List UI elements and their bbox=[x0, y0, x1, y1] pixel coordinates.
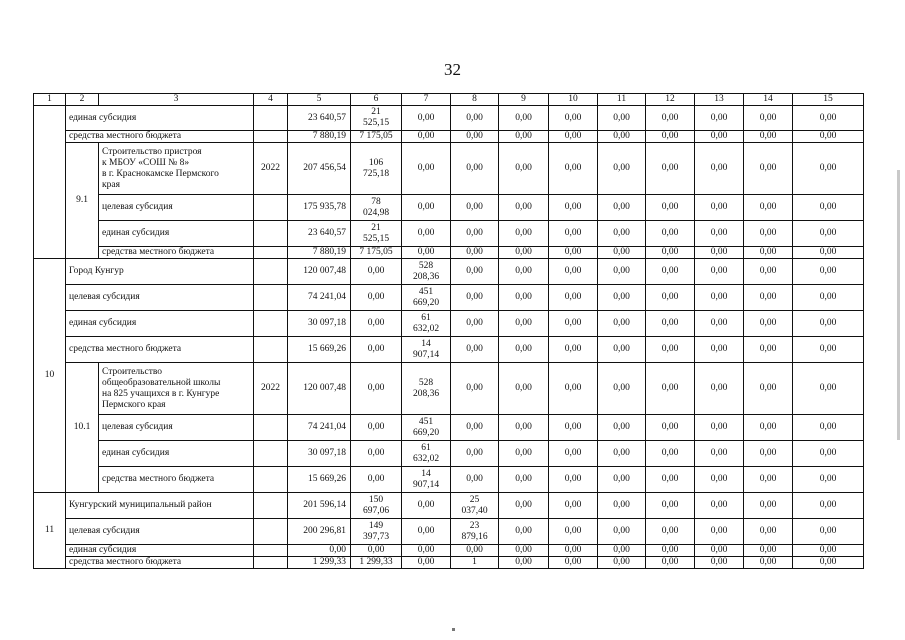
value-cell: 0,00 bbox=[744, 311, 793, 337]
value-cell-col7: 0,00 bbox=[451, 259, 499, 285]
table-row bbox=[34, 195, 864, 221]
value-cell-col4: 201 596,14 bbox=[288, 493, 351, 519]
value-cell-col4: 74 241,04 bbox=[288, 415, 351, 441]
value-cell: 0,00 bbox=[695, 519, 744, 545]
value-cell: 0,00 bbox=[598, 247, 646, 259]
value-cell: 0,00 bbox=[793, 363, 864, 415]
item-name-cell: единая субсидия bbox=[66, 311, 254, 337]
value-cell: 0,00 bbox=[793, 441, 864, 467]
value-cell: 0,00 bbox=[499, 259, 549, 285]
table-row bbox=[34, 363, 864, 415]
value-cell: 0,00 bbox=[793, 545, 864, 557]
value-cell: 0,00 bbox=[695, 311, 744, 337]
value-cell: 0,00 bbox=[549, 467, 598, 493]
value-cell: 0,00 bbox=[499, 337, 549, 363]
value-cell: 0,00 bbox=[695, 337, 744, 363]
table-row bbox=[34, 106, 864, 131]
value-cell: 0,00 bbox=[695, 363, 744, 415]
value-cell: 0,00 bbox=[598, 285, 646, 311]
value-cell-col4: 200 296,81 bbox=[288, 519, 351, 545]
item-name-cell: единая субсидия bbox=[66, 106, 254, 131]
value-cell: 0,00 bbox=[744, 519, 793, 545]
value-cell: 0,00 bbox=[598, 441, 646, 467]
value-cell-col6: 0,00 bbox=[402, 221, 451, 247]
value-cell: 0,00 bbox=[793, 415, 864, 441]
page-number: 32 bbox=[444, 60, 461, 79]
year-cell: 2022 bbox=[254, 143, 288, 195]
table-row bbox=[34, 467, 864, 493]
value-cell-col4: 74 241,04 bbox=[288, 285, 351, 311]
value-cell: 0,00 bbox=[646, 415, 695, 441]
value-cell: 0,00 bbox=[598, 415, 646, 441]
value-cell-col5: 78 024,98 bbox=[351, 195, 402, 221]
value-cell-col5: 7 175,05 bbox=[351, 131, 402, 143]
value-cell: 0,00 bbox=[549, 285, 598, 311]
value-cell: 0,00 bbox=[549, 519, 598, 545]
item-name-cell: Строительство пристроя к МБОУ «СОШ № 8» в г. Краснокамске Пермского края bbox=[99, 143, 254, 195]
year-cell bbox=[254, 221, 288, 247]
value-cell-col5: 0,00 bbox=[351, 415, 402, 441]
value-cell-col5: 1 299,33 bbox=[351, 557, 402, 569]
value-cell: 0,00 bbox=[549, 247, 598, 259]
value-cell: 0,00 bbox=[598, 557, 646, 569]
value-cell-col4: 30 097,18 bbox=[288, 311, 351, 337]
value-cell-col6: 528 208,36 bbox=[402, 363, 451, 415]
value-cell-col7: 0,00 bbox=[451, 285, 499, 311]
value-cell-col7: 0,00 bbox=[451, 337, 499, 363]
column-header: 12 bbox=[646, 94, 695, 106]
column-header: 10 bbox=[549, 94, 598, 106]
value-cell-col7: 0,00 bbox=[451, 415, 499, 441]
value-cell-col5: 149 397,73 bbox=[351, 519, 402, 545]
value-cell: 0,00 bbox=[793, 247, 864, 259]
value-cell: 0,00 bbox=[598, 259, 646, 285]
value-cell-col6: 0,00 bbox=[402, 131, 451, 143]
table-row bbox=[34, 493, 864, 519]
budget-table bbox=[33, 93, 864, 569]
value-cell: 0,00 bbox=[793, 131, 864, 143]
year-cell bbox=[254, 195, 288, 221]
value-cell-col6: 61 632,02 bbox=[402, 311, 451, 337]
table-row bbox=[34, 415, 864, 441]
value-cell-col5: 0,00 bbox=[351, 363, 402, 415]
value-cell: 0,00 bbox=[646, 247, 695, 259]
value-cell: 0,00 bbox=[499, 415, 549, 441]
value-cell-col7: 0,00 bbox=[451, 545, 499, 557]
item-name-cell: целевая субсидия bbox=[66, 285, 254, 311]
value-cell: 0,00 bbox=[744, 363, 793, 415]
value-cell-col6: 0,00 bbox=[402, 557, 451, 569]
table-row bbox=[34, 143, 864, 195]
header-row bbox=[34, 94, 864, 106]
scan-edge-shadow bbox=[897, 170, 900, 440]
table-row bbox=[34, 131, 864, 143]
column-header: 8 bbox=[451, 94, 499, 106]
value-cell-col5: 106 725,18 bbox=[351, 143, 402, 195]
value-cell: 0,00 bbox=[646, 557, 695, 569]
column-header: 14 bbox=[744, 94, 793, 106]
value-cell: 0,00 bbox=[549, 363, 598, 415]
table-row bbox=[34, 441, 864, 467]
value-cell: 0,00 bbox=[695, 493, 744, 519]
table-row bbox=[34, 247, 864, 259]
value-cell: 0,00 bbox=[695, 285, 744, 311]
value-cell: 0,00 bbox=[744, 467, 793, 493]
value-cell-col5: 21 525,15 bbox=[351, 106, 402, 131]
value-cell: 0,00 bbox=[744, 493, 793, 519]
table-row bbox=[34, 221, 864, 247]
year-cell bbox=[254, 415, 288, 441]
sub-number-cell: 9.1 bbox=[66, 143, 99, 259]
value-cell: 0,00 bbox=[549, 441, 598, 467]
column-header: 3 bbox=[99, 94, 254, 106]
column-header: 4 bbox=[254, 94, 288, 106]
value-cell: 0,00 bbox=[549, 545, 598, 557]
item-name-cell: Кунгурский муниципальный район bbox=[66, 493, 254, 519]
value-cell-col5: 0,00 bbox=[351, 545, 402, 557]
value-cell: 0,00 bbox=[646, 195, 695, 221]
value-cell: 0,00 bbox=[549, 259, 598, 285]
column-header: 11 bbox=[598, 94, 646, 106]
item-name-cell: средства местного бюджета bbox=[66, 557, 254, 569]
table-row bbox=[34, 311, 864, 337]
value-cell: 0,00 bbox=[499, 363, 549, 415]
value-cell: 0,00 bbox=[549, 221, 598, 247]
value-cell: 0,00 bbox=[598, 363, 646, 415]
value-cell-col7: 0,00 bbox=[451, 441, 499, 467]
item-name-cell: целевая субсидия bbox=[66, 519, 254, 545]
value-cell-col7: 0,00 bbox=[451, 247, 499, 259]
value-cell: 0,00 bbox=[793, 285, 864, 311]
value-cell: 0,00 bbox=[598, 545, 646, 557]
value-cell: 0,00 bbox=[744, 106, 793, 131]
value-cell: 0,00 bbox=[744, 131, 793, 143]
column-header: 9 bbox=[499, 94, 549, 106]
value-cell-col6: 0,00 bbox=[402, 247, 451, 259]
value-cell-col7: 0,00 bbox=[451, 195, 499, 221]
value-cell: 0,00 bbox=[744, 415, 793, 441]
value-cell: 0,00 bbox=[499, 545, 549, 557]
value-cell: 0,00 bbox=[793, 143, 864, 195]
value-cell: 0,00 bbox=[793, 259, 864, 285]
table-row bbox=[34, 557, 864, 569]
value-cell-col5: 0,00 bbox=[351, 337, 402, 363]
value-cell: 0,00 bbox=[646, 545, 695, 557]
year-cell bbox=[254, 337, 288, 363]
value-cell-col5: 0,00 bbox=[351, 285, 402, 311]
value-cell-col6: 0,00 bbox=[402, 545, 451, 557]
value-cell: 0,00 bbox=[744, 259, 793, 285]
value-cell: 0,00 bbox=[549, 415, 598, 441]
value-cell-col6: 0,00 bbox=[402, 143, 451, 195]
value-cell: 0,00 bbox=[499, 106, 549, 131]
value-cell-col4: 120 007,48 bbox=[288, 363, 351, 415]
item-name-cell: средства местного бюджета bbox=[99, 247, 254, 259]
row-number-cell: 11 bbox=[34, 493, 66, 569]
value-cell-col5: 7 175,05 bbox=[351, 247, 402, 259]
value-cell: 0,00 bbox=[499, 285, 549, 311]
year-cell bbox=[254, 259, 288, 285]
year-cell bbox=[254, 545, 288, 557]
table-row bbox=[34, 259, 864, 285]
value-cell-col6: 451 669,20 bbox=[402, 415, 451, 441]
year-cell bbox=[254, 285, 288, 311]
column-header: 5 bbox=[288, 94, 351, 106]
row-number-cell bbox=[34, 106, 66, 259]
value-cell-col4: 7 880,19 bbox=[288, 131, 351, 143]
value-cell-col5: 150 697,06 bbox=[351, 493, 402, 519]
value-cell: 0,00 bbox=[499, 131, 549, 143]
value-cell: 0,00 bbox=[695, 467, 744, 493]
value-cell-col4: 15 669,26 bbox=[288, 337, 351, 363]
value-cell: 0,00 bbox=[695, 415, 744, 441]
value-cell: 0,00 bbox=[793, 311, 864, 337]
year-cell bbox=[254, 131, 288, 143]
value-cell-col4: 1 299,33 bbox=[288, 557, 351, 569]
year-cell bbox=[254, 467, 288, 493]
value-cell-col4: 23 640,57 bbox=[288, 221, 351, 247]
value-cell: 0,00 bbox=[549, 195, 598, 221]
value-cell-col5: 0,00 bbox=[351, 311, 402, 337]
value-cell: 0,00 bbox=[499, 519, 549, 545]
value-cell: 0,00 bbox=[499, 195, 549, 221]
value-cell: 0,00 bbox=[695, 195, 744, 221]
value-cell-col7: 23 879,16 bbox=[451, 519, 499, 545]
value-cell: 0,00 bbox=[695, 143, 744, 195]
year-cell bbox=[254, 311, 288, 337]
value-cell: 0,00 bbox=[499, 311, 549, 337]
column-header: 1 bbox=[34, 94, 66, 106]
value-cell: 0,00 bbox=[744, 441, 793, 467]
value-cell: 0,00 bbox=[793, 519, 864, 545]
value-cell-col4: 0,00 bbox=[288, 545, 351, 557]
value-cell-col6: 61 632,02 bbox=[402, 441, 451, 467]
value-cell: 0,00 bbox=[549, 557, 598, 569]
value-cell-col7: 0,00 bbox=[451, 106, 499, 131]
value-cell: 0,00 bbox=[793, 221, 864, 247]
value-cell: 0,00 bbox=[744, 247, 793, 259]
value-cell: 0,00 bbox=[598, 143, 646, 195]
year-cell bbox=[254, 106, 288, 131]
item-name-cell: целевая субсидия bbox=[99, 195, 254, 221]
year-cell bbox=[254, 519, 288, 545]
value-cell: 0,00 bbox=[499, 247, 549, 259]
year-cell bbox=[254, 557, 288, 569]
column-header: 7 bbox=[402, 94, 451, 106]
value-cell: 0,00 bbox=[646, 311, 695, 337]
year-cell bbox=[254, 247, 288, 259]
item-name-cell: средства местного бюджета bbox=[99, 467, 254, 493]
value-cell: 0,00 bbox=[744, 557, 793, 569]
value-cell: 0,00 bbox=[646, 131, 695, 143]
value-cell: 0,00 bbox=[549, 493, 598, 519]
value-cell-col7: 0,00 bbox=[451, 221, 499, 247]
value-cell: 0,00 bbox=[744, 545, 793, 557]
year-cell bbox=[254, 493, 288, 519]
value-cell-col6: 14 907,14 bbox=[402, 337, 451, 363]
value-cell: 0,00 bbox=[744, 195, 793, 221]
value-cell: 0,00 bbox=[499, 143, 549, 195]
value-cell-col7: 0,00 bbox=[451, 467, 499, 493]
year-cell: 2022 bbox=[254, 363, 288, 415]
value-cell: 0,00 bbox=[598, 311, 646, 337]
value-cell: 0,00 bbox=[598, 337, 646, 363]
value-cell: 0,00 bbox=[793, 467, 864, 493]
value-cell-col5: 0,00 bbox=[351, 259, 402, 285]
item-name-cell: целевая субсидия bbox=[99, 415, 254, 441]
value-cell: 0,00 bbox=[744, 221, 793, 247]
value-cell: 0,00 bbox=[598, 493, 646, 519]
value-cell-col6: 0,00 bbox=[402, 493, 451, 519]
item-name-cell: средства местного бюджета bbox=[66, 337, 254, 363]
column-header: 15 bbox=[793, 94, 864, 106]
value-cell: 0,00 bbox=[695, 221, 744, 247]
item-name-cell: единая субсидия bbox=[66, 545, 254, 557]
value-cell-col4: 175 935,78 bbox=[288, 195, 351, 221]
value-cell-col7: 0,00 bbox=[451, 363, 499, 415]
column-header: 2 bbox=[66, 94, 99, 106]
value-cell: 0,00 bbox=[793, 195, 864, 221]
value-cell-col7: 0,00 bbox=[451, 311, 499, 337]
value-cell-col6: 0,00 bbox=[402, 519, 451, 545]
value-cell: 0,00 bbox=[549, 131, 598, 143]
value-cell: 0,00 bbox=[695, 131, 744, 143]
value-cell-col6: 14 907,14 bbox=[402, 467, 451, 493]
item-name-cell: единая субсидия bbox=[99, 441, 254, 467]
value-cell: 0,00 bbox=[646, 221, 695, 247]
value-cell-col6: 528 208,36 bbox=[402, 259, 451, 285]
value-cell: 0,00 bbox=[744, 285, 793, 311]
value-cell-col6: 0,00 bbox=[402, 195, 451, 221]
value-cell: 0,00 bbox=[646, 441, 695, 467]
value-cell: 0,00 bbox=[646, 467, 695, 493]
value-cell: 0,00 bbox=[646, 493, 695, 519]
table-row bbox=[34, 285, 864, 311]
value-cell-col5: 0,00 bbox=[351, 467, 402, 493]
value-cell: 0,00 bbox=[646, 143, 695, 195]
value-cell: 0,00 bbox=[695, 557, 744, 569]
value-cell-col6: 0,00 bbox=[402, 106, 451, 131]
value-cell: 0,00 bbox=[598, 131, 646, 143]
value-cell-col4: 23 640,57 bbox=[288, 106, 351, 131]
table-row bbox=[34, 337, 864, 363]
value-cell: 0,00 bbox=[549, 143, 598, 195]
value-cell: 0,00 bbox=[499, 467, 549, 493]
value-cell: 0,00 bbox=[549, 337, 598, 363]
year-cell bbox=[254, 441, 288, 467]
scan-dot bbox=[452, 628, 455, 631]
value-cell: 0,00 bbox=[598, 221, 646, 247]
sub-number-cell: 10.1 bbox=[66, 363, 99, 493]
value-cell: 0,00 bbox=[695, 441, 744, 467]
value-cell: 0,00 bbox=[793, 557, 864, 569]
value-cell: 0,00 bbox=[695, 259, 744, 285]
item-name-cell: средства местного бюджета bbox=[66, 131, 254, 143]
value-cell: 0,00 bbox=[598, 195, 646, 221]
value-cell: 0,00 bbox=[695, 106, 744, 131]
value-cell: 0,00 bbox=[499, 493, 549, 519]
table-row bbox=[34, 545, 864, 557]
value-cell: 0,00 bbox=[499, 441, 549, 467]
row-number-cell: 10 bbox=[34, 259, 66, 493]
value-cell-col4: 207 456,54 bbox=[288, 143, 351, 195]
value-cell: 0,00 bbox=[646, 519, 695, 545]
value-cell-col7: 0,00 bbox=[451, 131, 499, 143]
value-cell: 0,00 bbox=[598, 519, 646, 545]
value-cell: 0,00 bbox=[646, 259, 695, 285]
value-cell-col7: 1 bbox=[451, 557, 499, 569]
value-cell: 0,00 bbox=[793, 106, 864, 131]
value-cell-col7: 25 037,40 bbox=[451, 493, 499, 519]
item-name-cell: Строительство общеобразовательной школы на 825 учащихся в г. Кунгуре Пермского края bbox=[99, 363, 254, 415]
value-cell: 0,00 bbox=[646, 106, 695, 131]
table-row bbox=[34, 519, 864, 545]
value-cell: 0,00 bbox=[744, 143, 793, 195]
value-cell-col4: 7 880,19 bbox=[288, 247, 351, 259]
value-cell-col4: 15 669,26 bbox=[288, 467, 351, 493]
item-name-cell: единая субсидия bbox=[99, 221, 254, 247]
value-cell: 0,00 bbox=[499, 557, 549, 569]
value-cell: 0,00 bbox=[695, 545, 744, 557]
value-cell: 0,00 bbox=[598, 106, 646, 131]
value-cell: 0,00 bbox=[695, 247, 744, 259]
value-cell: 0,00 bbox=[646, 337, 695, 363]
value-cell: 0,00 bbox=[646, 285, 695, 311]
column-header: 13 bbox=[695, 94, 744, 106]
value-cell: 0,00 bbox=[793, 337, 864, 363]
value-cell-col4: 30 097,18 bbox=[288, 441, 351, 467]
value-cell-col4: 120 007,48 bbox=[288, 259, 351, 285]
value-cell-col7: 0,00 bbox=[451, 143, 499, 195]
value-cell-col6: 451 669,20 bbox=[402, 285, 451, 311]
value-cell: 0,00 bbox=[549, 311, 598, 337]
value-cell: 0,00 bbox=[598, 467, 646, 493]
value-cell: 0,00 bbox=[499, 221, 549, 247]
value-cell: 0,00 bbox=[549, 106, 598, 131]
item-name-cell: Город Кунгур bbox=[66, 259, 254, 285]
value-cell: 0,00 bbox=[793, 493, 864, 519]
value-cell: 0,00 bbox=[744, 337, 793, 363]
value-cell: 0,00 bbox=[646, 363, 695, 415]
column-header: 6 bbox=[351, 94, 402, 106]
value-cell-col5: 21 525,15 bbox=[351, 221, 402, 247]
value-cell-col5: 0,00 bbox=[351, 441, 402, 467]
